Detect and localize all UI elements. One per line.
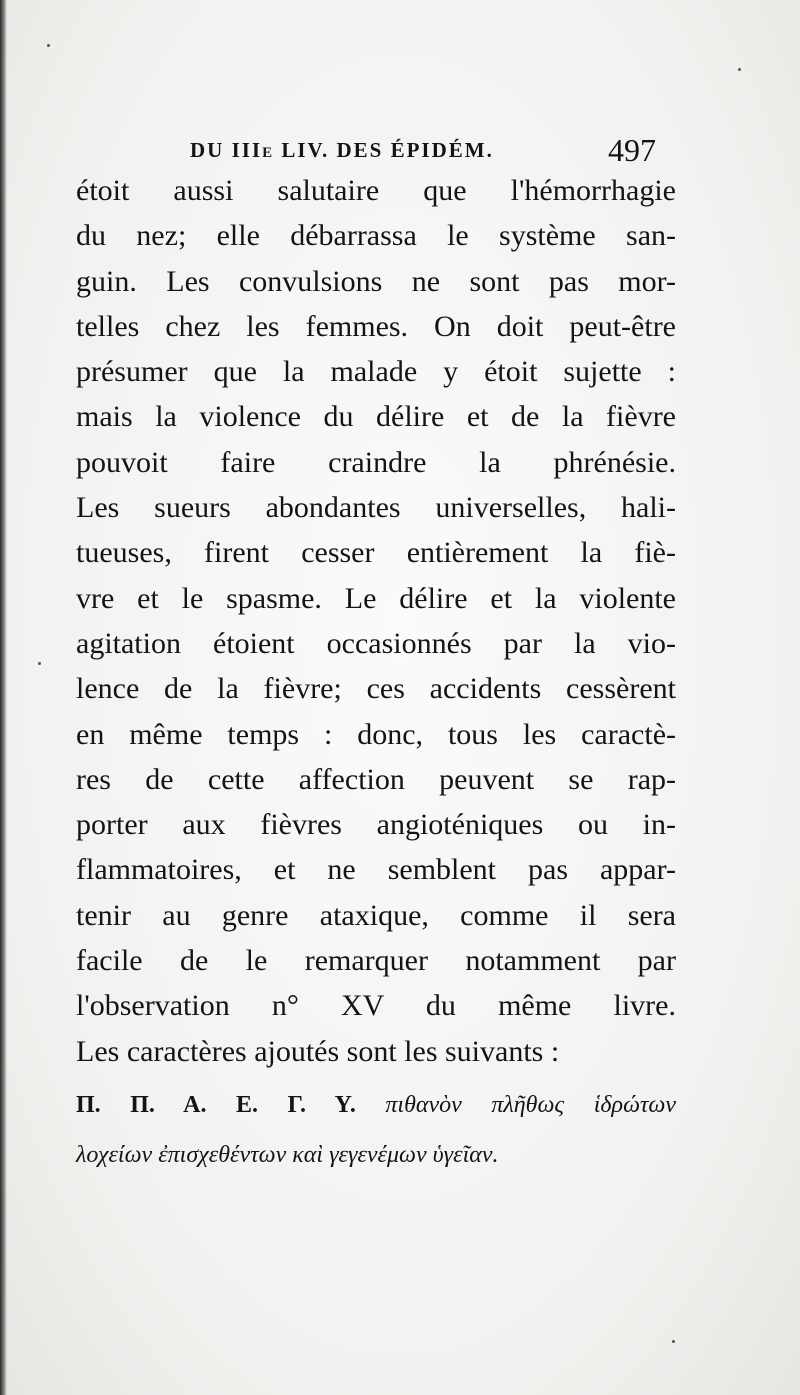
text-line: guin. Les convulsions ne sont pas mor-	[76, 264, 676, 298]
text-line: Les sueurs abondantes universelles, hali-	[76, 491, 676, 525]
paper-speck	[672, 1340, 675, 1343]
text-line: lence de la fièvre; ces accidents cessèrent	[76, 672, 676, 706]
text-line: telles chez les femmes. On doit peut-être	[76, 309, 676, 343]
greek-line	[76, 1130, 676, 1180]
running-head: DU IIIe LIV. DES ÉPIDÉM.	[190, 138, 494, 162]
page-binding-edge	[0, 0, 7, 1395]
greek-text: πιθανὸν πλῆθως ἱδρώτων	[385, 1092, 676, 1118]
text-line: res de cette affection peuvent se rap-	[76, 762, 676, 796]
text-line: Les caractères ajoutés sont les suivants :	[76, 1034, 560, 1068]
greek-quotation	[76, 1080, 676, 1180]
text-line: vre et le spasme. Le délire et la violente	[76, 581, 676, 615]
text-line: agitation étoient occasionnés par la vio-	[76, 626, 676, 660]
greek-text: λοχείων ἐπισχεθέντων καὶ γεγενέμων ὑγεῖαν.	[76, 1142, 499, 1168]
text-line: tueuses, firent cesser entièrement la fiè-	[76, 536, 676, 570]
text-line: tenir au genre ataxique, comme il sera	[76, 898, 676, 932]
text-line: pouvoit faire craindre la phrénésie.	[76, 445, 676, 479]
text-line: l'observation n° XV du même livre.	[76, 989, 676, 1023]
text-line: étoit aussi salutaire que l'hémorrhagie	[76, 174, 676, 207]
text-line: facile de le remarquer notamment par	[76, 944, 676, 978]
text-line: présumer que la malade y étoit sujette :	[76, 355, 676, 389]
text-line: flammatoires, et ne semblent pas appar-	[76, 853, 676, 887]
text-line: en même temps : donc, tous les caractè-	[76, 717, 676, 751]
paper-speck	[47, 44, 50, 47]
page-number: 497	[608, 132, 656, 168]
greek-line	[76, 1080, 676, 1130]
text-line: du nez; elle débarrassa le système san-	[76, 219, 676, 253]
body-text	[76, 168, 676, 1074]
paper-speck	[738, 68, 741, 71]
paper-speck	[38, 662, 41, 665]
text-line: mais la violence du délire et de la fièvre	[76, 400, 676, 434]
text-line: porter aux fièvres angioténiques ou in-	[76, 808, 676, 842]
greek-sigla: Π. Π. Α. Ε. Γ. Υ.	[76, 1092, 356, 1118]
